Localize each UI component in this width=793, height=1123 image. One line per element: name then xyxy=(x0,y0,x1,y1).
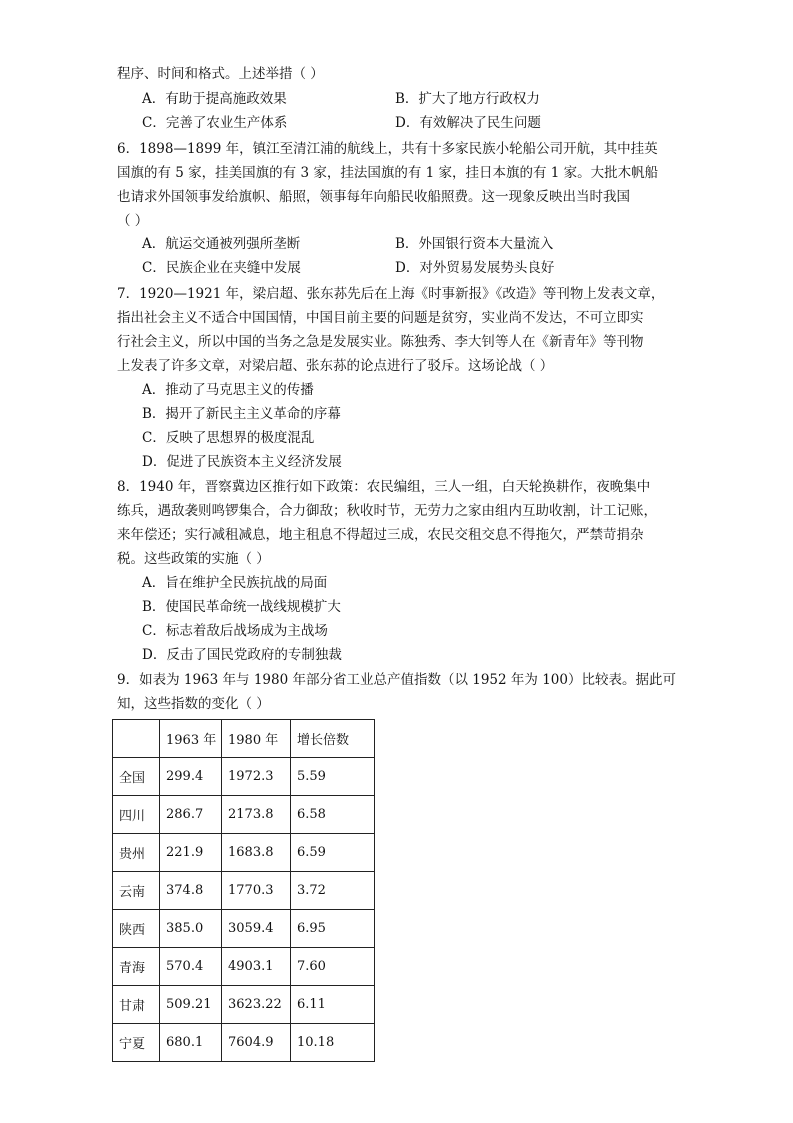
q7-option-c[interactable]: C．反映了思想界的极度混乱 xyxy=(142,430,315,446)
table-header-row xyxy=(113,720,375,758)
q8-line: 练兵，遇敌袭则鸣锣集合，合力御敌；秋收时节，无劳力之家由组内互助收割，计工记账， xyxy=(117,503,657,519)
q6-line: 6．1898—1899 年，镇江至清江浦的航线上，共有十多家民族小轮船公司开航，其中挂英 xyxy=(117,141,658,157)
table-cell: 10.18 xyxy=(291,1024,375,1062)
table-row xyxy=(113,796,375,834)
q7-line: 指出社会主义不适合中国国情，中国目前主要的问题是贫穷，实业尚不发达，不可立即实 xyxy=(117,310,644,326)
table-cell: 3.72 xyxy=(291,872,375,910)
table-cell: 全国 xyxy=(113,758,160,796)
q7-option-d[interactable]: D．促进了民族资本主义经济发展 xyxy=(142,454,342,470)
table-cell: 陕西 xyxy=(113,910,160,948)
q6-line: 也请求外国领事发给旗帜、船照，领事每年向船民收船照费。这一现象反映出当时我国 xyxy=(117,189,630,205)
table-header-cell: 1963 年 xyxy=(160,720,222,758)
table-cell: 甘肃 xyxy=(113,986,160,1024)
q5-tail: 程序、时间和格式。上述举措（ ） xyxy=(117,66,324,82)
q6-option-d[interactable]: D．对外贸易发展势头良好 xyxy=(395,260,555,276)
table-cell: 680.1 xyxy=(160,1024,222,1062)
industry-index-table xyxy=(112,719,375,1062)
q8-option-d[interactable]: D．反击了国民党政府的专制独裁 xyxy=(142,647,342,663)
q7-line: 行社会主义，所以中国的当务之急是发展实业。陈独秀、李大钊等人在《新青年》等刊物 xyxy=(117,334,644,350)
q5-option-a[interactable]: A．有助于提高施政效果 xyxy=(142,91,287,107)
table-cell: 286.7 xyxy=(160,796,222,834)
q8-line: 来年偿还；实行减租减息，地主租息不得超过三成，农民交租交息不得拖欠，严禁苛捐杂 xyxy=(117,527,644,543)
table-cell: 221.9 xyxy=(160,834,222,872)
q6-option-a[interactable]: A．航运交通被列强所垄断 xyxy=(142,236,301,252)
q9-line: 9．如表为 1963 年与 1980 年部分省工业总产值指数（以 1952 年为 100）比较表。据此可 xyxy=(117,672,676,688)
table-row xyxy=(113,986,375,1024)
table-cell: 6.59 xyxy=(291,834,375,872)
table-row xyxy=(113,834,375,872)
q8-line: 8．1940 年，晋察冀边区推行如下政策：农民编组，三人一组，白天轮换耕作，夜晚集中 xyxy=(117,479,651,495)
table-cell: 青海 xyxy=(113,948,160,986)
table-row xyxy=(113,758,375,796)
table-cell: 385.0 xyxy=(160,910,222,948)
table-cell: 6.58 xyxy=(291,796,375,834)
table-cell: 1683.8 xyxy=(222,834,291,872)
q7-line: 上发表了许多文章，对梁启超、张东荪的论点进行了驳斥。这场论战（ ） xyxy=(117,358,554,374)
table-row xyxy=(113,872,375,910)
table-cell: 374.8 xyxy=(160,872,222,910)
table-header-cell xyxy=(113,720,160,758)
table-cell: 570.4 xyxy=(160,948,222,986)
table-cell: 5.59 xyxy=(291,758,375,796)
q9-line: 知，这些指数的变化（ ） xyxy=(117,696,270,712)
q8-line: 税。这些政策的实施（ ） xyxy=(117,551,270,567)
table-row xyxy=(113,1024,375,1062)
table-cell: 1770.3 xyxy=(222,872,291,910)
table-cell: 贵州 xyxy=(113,834,160,872)
table-cell: 2173.8 xyxy=(222,796,291,834)
table-cell: 云南 xyxy=(113,872,160,910)
q5-option-d[interactable]: D．有效解决了民生问题 xyxy=(395,115,541,131)
table-cell: 509.21 xyxy=(160,986,222,1024)
table-cell: 3623.22 xyxy=(222,986,291,1024)
table-row xyxy=(113,948,375,986)
table-cell: 四川 xyxy=(113,796,160,834)
table-cell: 3059.4 xyxy=(222,910,291,948)
table-cell: 299.4 xyxy=(160,758,222,796)
q6-line: （ ） xyxy=(117,213,149,229)
table-row xyxy=(113,910,375,948)
table-header-cell: 增长倍数 xyxy=(291,720,375,758)
table-cell: 6.95 xyxy=(291,910,375,948)
q5-option-b[interactable]: B．扩大了地方行政权力 xyxy=(395,91,540,107)
q5-option-c[interactable]: C．完善了农业生产体系 xyxy=(142,115,288,131)
q6-line: 国旗的有 5 家，挂美国旗的有 3 家，挂法国旗的有 1 家，挂日本旗的有 1 家。大批木帆船 xyxy=(117,165,659,181)
table-cell: 7604.9 xyxy=(222,1024,291,1062)
table-cell: 7.60 xyxy=(291,948,375,986)
q7-option-b[interactable]: B．揭开了新民主主义革命的序幕 xyxy=(142,406,341,422)
table-header-cell: 1980 年 xyxy=(222,720,291,758)
q7-line: 7．1920—1921 年，梁启超、张东荪先后在上海《时事新报》《改造》等刊物上发表文章， xyxy=(117,286,665,302)
q8-option-a[interactable]: A．旨在维护全民族抗战的局面 xyxy=(142,575,328,591)
q6-option-c[interactable]: C．民族企业在夹缝中发展 xyxy=(142,260,301,276)
table-cell: 1972.3 xyxy=(222,758,291,796)
q8-option-c[interactable]: C．标志着敌后战场成为主战场 xyxy=(142,623,328,639)
q7-option-a[interactable]: A．推动了马克思主义的传播 xyxy=(142,382,314,398)
q8-option-b[interactable]: B．使国民革命统一战线规模扩大 xyxy=(142,599,341,615)
q6-option-b[interactable]: B．外国银行资本大量流入 xyxy=(395,236,554,252)
table-cell: 宁夏 xyxy=(113,1024,160,1062)
table-cell: 6.11 xyxy=(291,986,375,1024)
table-cell: 4903.1 xyxy=(222,948,291,986)
